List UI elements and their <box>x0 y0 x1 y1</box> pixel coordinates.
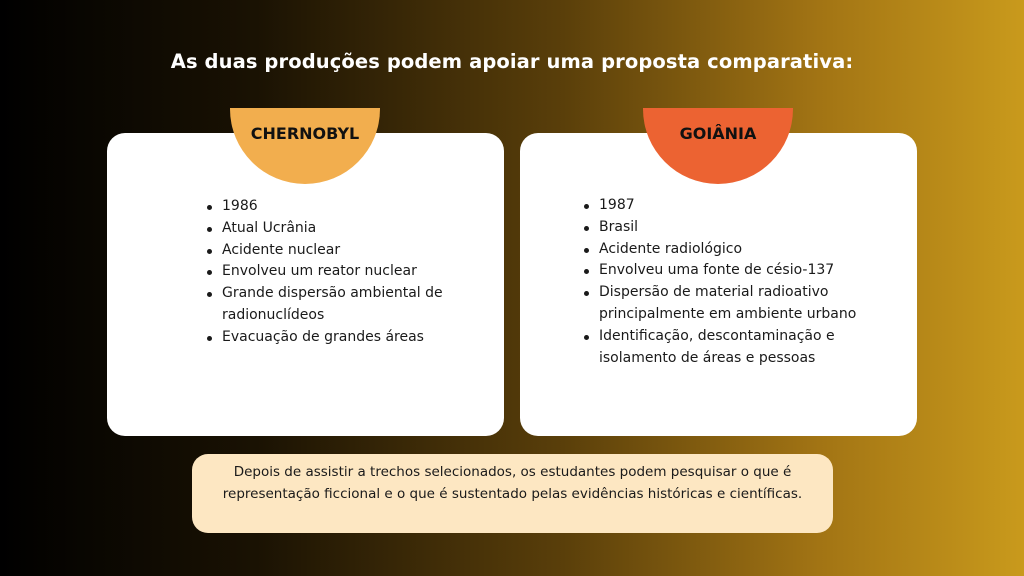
list-item: Identificação, descontaminação e isolamento de áreas e pessoas <box>583 326 854 370</box>
chernobyl-label: CHERNOBYL <box>250 124 360 143</box>
list-item: Dispersão de material radioativo principalmente em ambiente urbano <box>583 282 874 326</box>
activity-note <box>192 454 833 533</box>
list-item: Acidente nuclear <box>206 240 486 262</box>
list-item: Acidente radiológico <box>583 239 903 261</box>
goiania-facts-list <box>583 195 903 369</box>
goiania-label: GOIÂNIA <box>679 124 757 143</box>
slide-title: As duas produções podem apoiar uma proposta comparativa: <box>170 50 854 73</box>
list-item: Evacuação de grandes áreas <box>206 327 486 349</box>
list-item: Envolveu um reator nuclear <box>206 261 486 283</box>
list-item: 1987 <box>583 195 903 217</box>
chernobyl-facts-list <box>206 196 486 349</box>
list-item: 1986 <box>206 196 486 218</box>
list-item: Envolveu uma fonte de césio-137 <box>583 260 903 282</box>
activity-note-text: Depois de assistir a trechos selecionados, os estudantes podem pesquisar o que é representação ficcional e o que é sustentado pelas evidências históricas e científicas. <box>222 464 803 502</box>
list-item: Atual Ucrânia <box>206 218 486 240</box>
list-item: Grande dispersão ambiental de radionuclídeos <box>206 283 452 327</box>
list-item: Brasil <box>583 217 903 239</box>
